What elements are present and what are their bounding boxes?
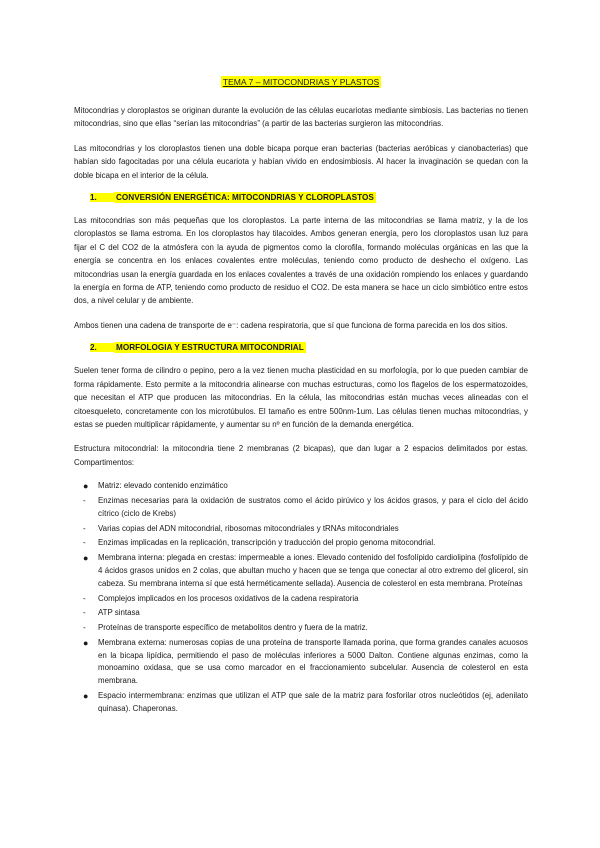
list-item-text: ATP sintasa [98,608,140,618]
list-item-text: Membrana externa: numerosas copias de una proteína de transporte llamada porina, que forma grandes canales acuosos en la bicapa lipídica, permitiendo el paso de moléculas inferiores a 5000 Dalton. Contiene algunas enzimas, como la monoamino oxidasa, que se usa como marcador en el fraccionamiento subcelular. Ausencia de colesterol en esta membrana. [98,637,528,686]
list-item [74,537,528,550]
intro-paragraph-1: Mitocondrias y cloroplastos se originan durante la evolución de las células eucariotas mediante simbiosis. Las bacterias no tienen mitocondrias, sino que ellas “serían las mitocondrias” (a partir de las bacterias surgieron las mitocondrias. [74,106,528,129]
section-1-paragraph-2: Ambos tienen una cadena de transporte de e⁻: cadena respiratoria, que sí que funciona de forma parecida en los dos sitios. [74,320,508,330]
dash-icon: - [83,523,86,533]
bullet-icon: ● [83,481,89,492]
list-item [74,622,528,635]
compartment-list [74,480,528,716]
bullet-icon: ● [83,553,89,564]
page-title: TEMA 7 – MITOCONDRIAS Y PLASTOS [222,77,380,87]
list-item [74,593,528,606]
section-1-paragraph-1: Las mitocondrias son más pequeñas que los cloroplastos. La parte interna de las mitocondrias se llama matriz, y la de los cloroplastos se llama estroma. En los cloroplastos hay tilacoides. Ambos generan energía, pero los cloroplastos usan luz para fijar el C del CO2 de la atmósfera con la ayuda de pigmentos como la clorofila, formando moléculas orgánicas en las que la energía se concentra en los enlaces covalentes entre moléculas, teniendo como producto de deshecho el oxígeno. Las mitocondrias usan la energía guardada en los enlaces covalentes a través de una oxidación rompiendo los enlaces y guardando la energía en forma de ATP, teniendo como producto de residuo el CO2. De esta manera se hace un ciclo simbiótico entre estos dos, a nivel celular y de ambiente. [74,216,528,306]
bullet-icon: ● [83,691,89,702]
section-2-title: MORFOLOGIA Y ESTRUCTURA MITOCONDRIAL [116,343,304,353]
dash-icon: - [83,608,86,618]
list-item-text: Membrana interna: plegada en crestas: impermeable a iones. Elevado contenido del fosfolípido cardiolipina (fosfolípido de 4 ácidos grasos unidos en 2 colas, que abultan mucho y hacen que se tenga que conectar al otro extremo del glicerol, sin cabeza. Su membrana interna sí que está herméticamente sellada). Ausencia de colesterol en esta membrana. Proteínas [98,553,528,588]
dash-icon: - [83,495,86,505]
section-1-number: 1. [90,193,114,202]
list-item-text: Varias copias del ADN mitocondrial, ribosomas mitocondriales y tRNAs mitocondriales [98,523,399,533]
section-2-number: 2. [90,343,114,352]
dash-icon: - [83,593,86,603]
dash-icon: - [83,538,86,548]
title-wrap [74,72,528,90]
list-item [74,495,528,521]
list-item [74,552,528,590]
list-item-text: Enzimas necesarias para la oxidación de sustratos como el ácido pirúvico y los ácidos grasos, y para el ciclo del ácido cítrico (ciclo de Krebs) [98,495,528,518]
list-item-text: Complejos implicados en los procesos oxidativos de la cadena respiratoria [98,593,359,603]
list-item [74,523,528,536]
section-2-paragraph-2: Estructura mitocondrial: la mitocondria tiene 2 membranas (2 bicapas), que dan lugar a 2 espacios delimitados por estas. Compartimentos: [74,444,528,467]
intro-paragraph-2: Las mitocondrias y los cloroplastos tienen una doble bicapa porque eran bacterias (bacterias aeróbicas y cianobacterias) que habían sido fagocitadas por una célula eucariota y habían vivido en endosimbiosis. Al hacer la invaginación se quedan con la doble bicapa en el interior de la célula. [74,143,528,180]
section-2-paragraph-1: Suelen tener forma de cilindro o pepino, pero a la vez tienen mucha plasticidad en su morfología, por lo que pueden cambiar de forma rápidamente. Esto permite a la mitocondria alinearse con muchas estructuras, como los flagelos de los espermatozoides, que necesitan el ATP que producen las mitocondrias. En la célula, las mitocondrias están muchas veces alineadas con el citoesqueleto, concretamente con los microtúbulos. El tamaño es entre 500nm-1um. Las células tienen muchas mitocondrias, y estas se pueden multiplicar rápidamente, y aumentar su nº en función de la demanda energética. [74,366,528,429]
list-item [74,690,528,716]
dash-icon: - [83,623,86,633]
bullet-icon: ● [83,637,89,648]
document-page [74,72,528,718]
list-item-text: Espacio intermembrana: enzimas que utilizan el ATP que sale de la matriz para fosforilar otros nucleótidos (ej, adenilato quinasa). Chaperonas. [98,691,528,713]
list-item-text: Proteínas de transporte específico de metabolitos dentro y fuera de la matriz. [98,623,368,633]
section-1-heading [90,193,528,202]
list-item-text: Enzimas implicadas en la replicación, transcripción y traducción del propio genoma mitocondrial. [98,538,436,548]
list-item [74,637,528,688]
list-item [74,607,528,620]
list-item [74,480,528,493]
section-1-title: CONVERSIÓN ENERGÉTICA: MITOCONDRIAS Y CLOROPLASTOS [116,193,374,203]
section-2-heading [90,343,528,352]
list-item-text: Matriz: elevado contenido enzimático [98,481,228,491]
